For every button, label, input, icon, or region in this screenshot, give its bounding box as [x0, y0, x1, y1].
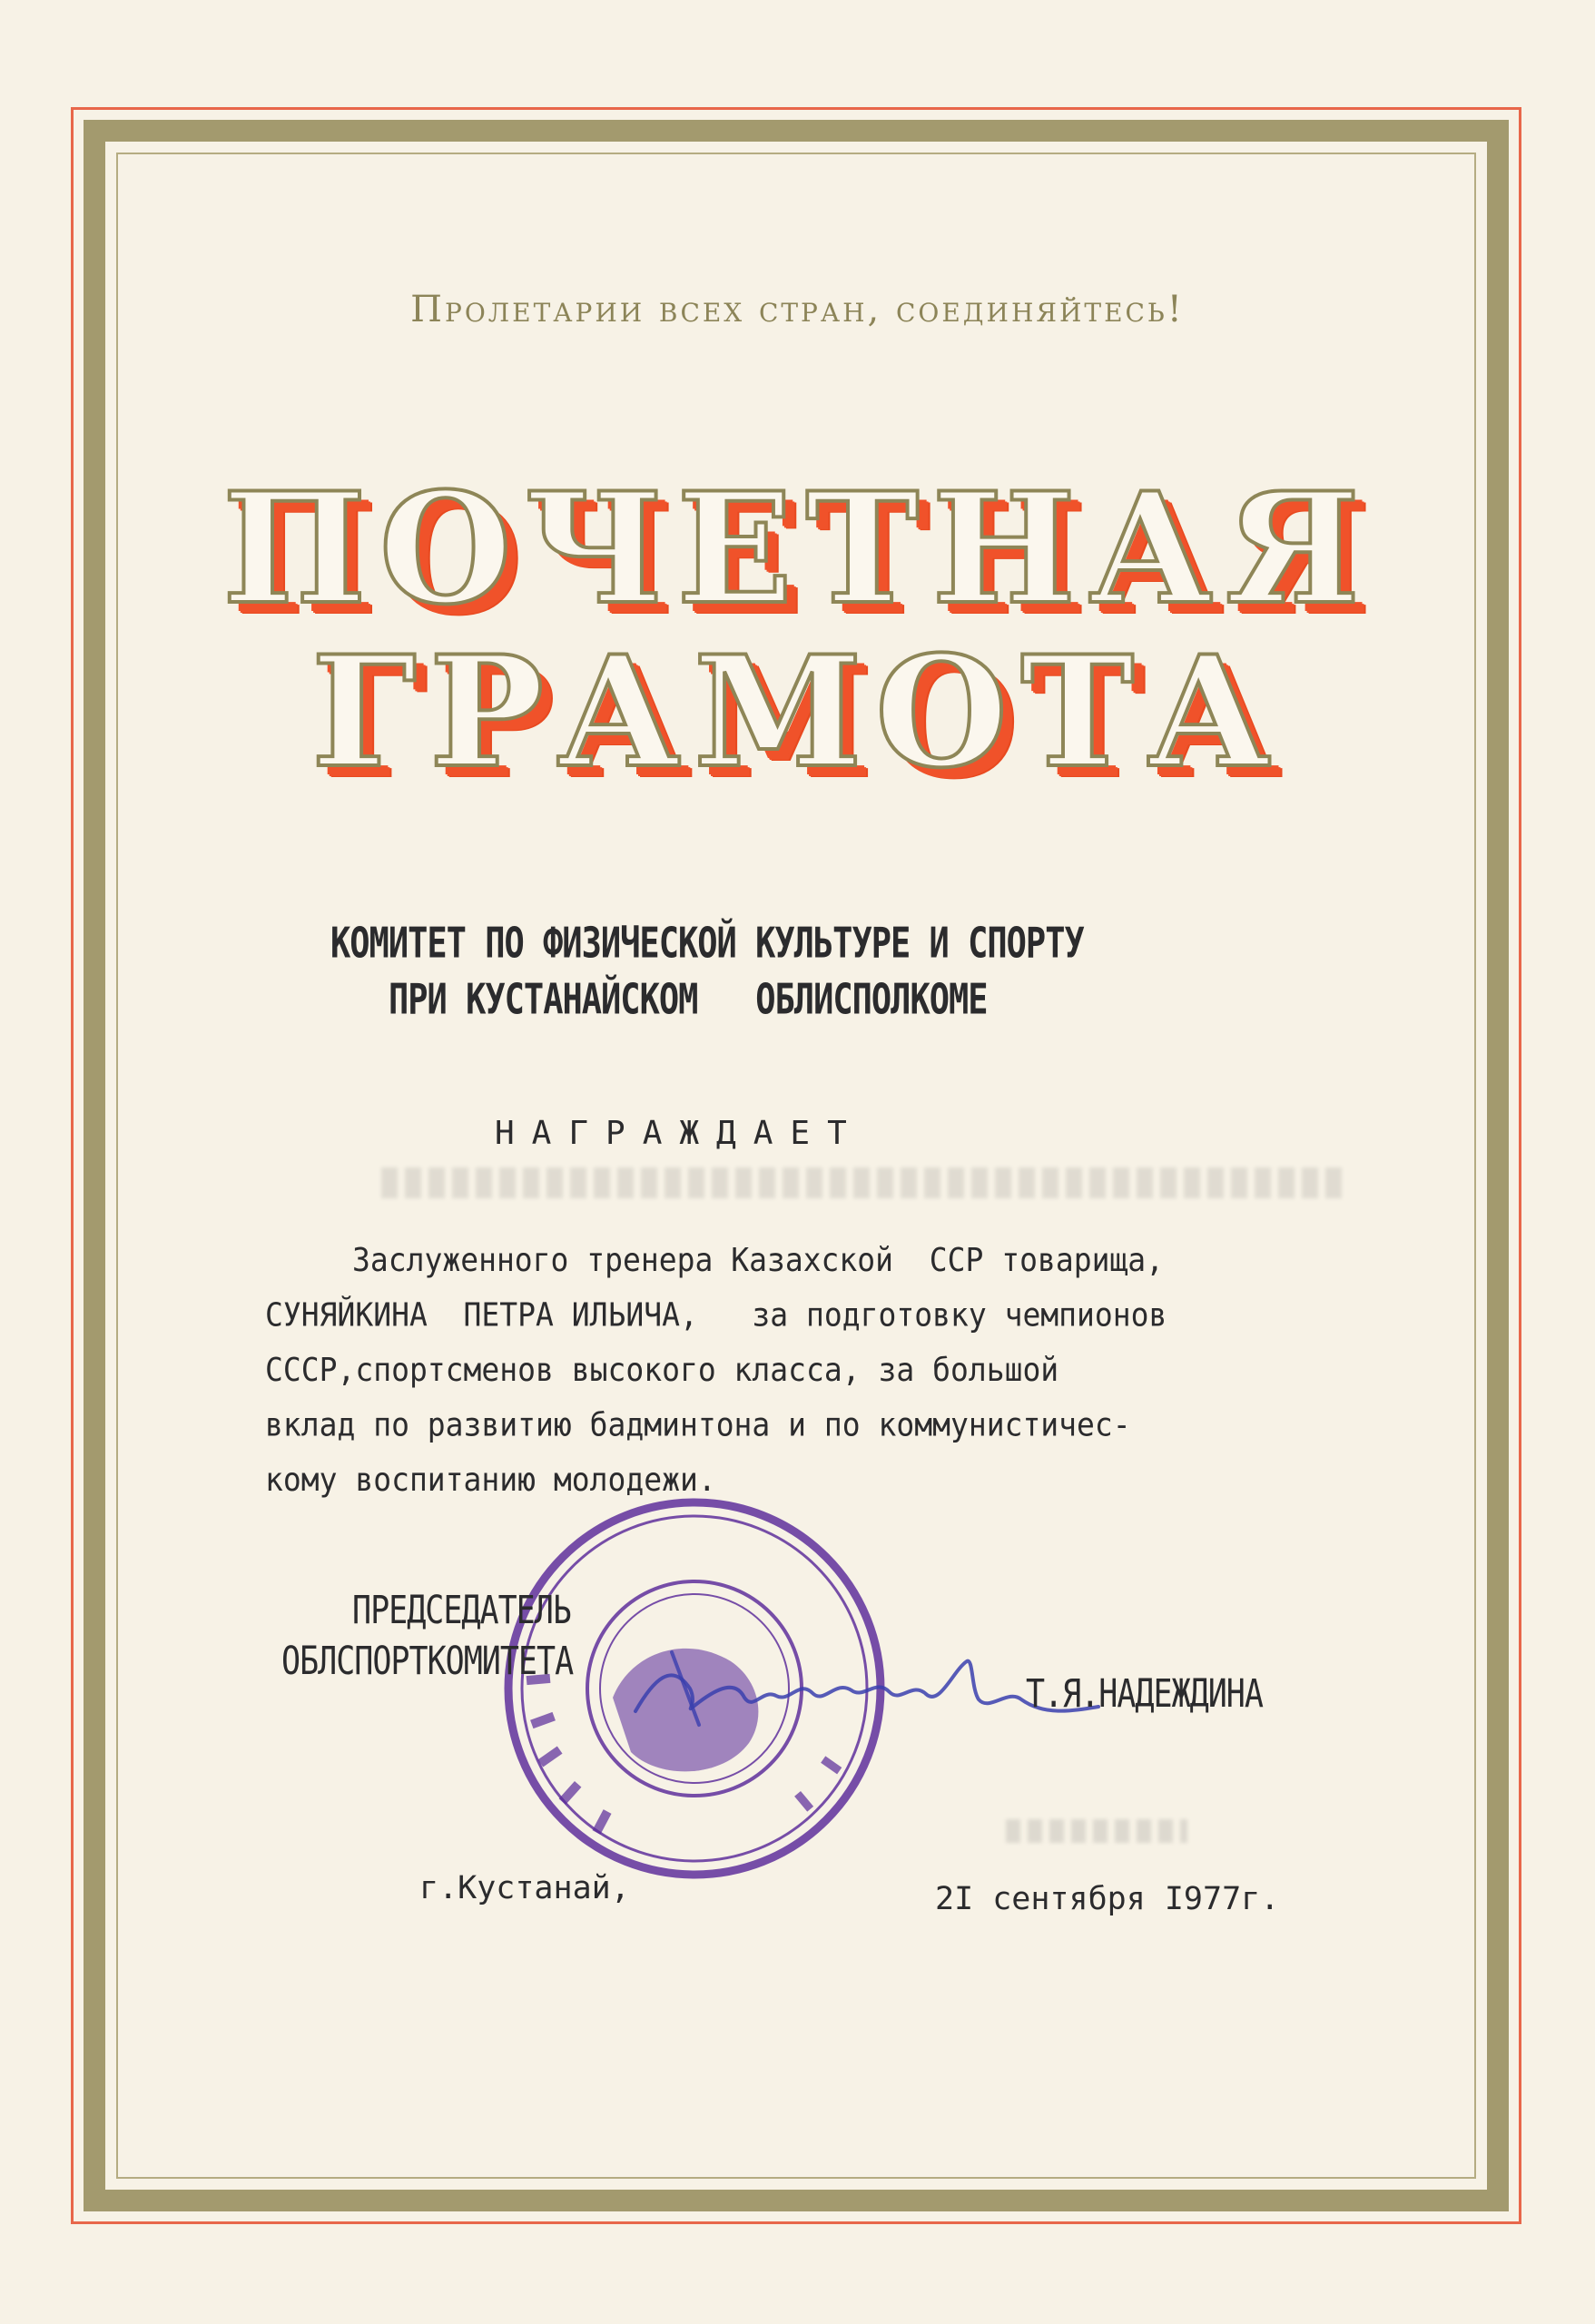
signatory-name: Т.Я.НАДЕЖДИНА: [1026, 1672, 1263, 1717]
faint-show-through-text: [381, 1167, 1344, 1198]
body-line: СССР,спортсменов высокого класса, за большой: [265, 1350, 1059, 1389]
title-line-2: ГРАМОТА: [310, 622, 1285, 802]
award-body-text: [265, 1233, 1409, 1507]
organization-line-2: ПРИ КУСТАНАЙСКОМ ОБЛИСПОЛКОМЕ: [389, 975, 988, 1024]
body-line: Заслуженного тренера Казахской ССР товарища,: [352, 1240, 1165, 1279]
awards-heading: НАГРАЖДАЕТ: [495, 1115, 864, 1152]
title-line-1: ПОЧЕТНАЯ: [222, 458, 1373, 638]
faint-show-through-text: [1006, 1819, 1187, 1843]
signatory-title-line-1: ПРЕДСЕДАТЕЛЬ: [352, 1589, 571, 1633]
slogan: Пролетарии всех стран, соединяйтесь!: [410, 289, 1185, 330]
signatory-title-line-2: ОБЛСПОРТКОМИТЕТА: [281, 1640, 574, 1684]
date: 2I сентября I977г.: [935, 1881, 1280, 1917]
body-line: СУНЯЙКИНА ПЕТРА ИЛЬИЧА, за подготовку чемпионов: [265, 1295, 1167, 1334]
organization-line-1: КОМИТЕТ ПО ФИЗИЧЕСКОЙ КУЛЬТУРЕ И СПОРТУ: [330, 919, 1084, 968]
body-line: вклад по развитию бадминтона и по коммунистичес-: [265, 1405, 1131, 1444]
city: г.Кустанай,: [419, 1870, 630, 1906]
body-line: кому воспитанию молодежи.: [265, 1460, 716, 1499]
